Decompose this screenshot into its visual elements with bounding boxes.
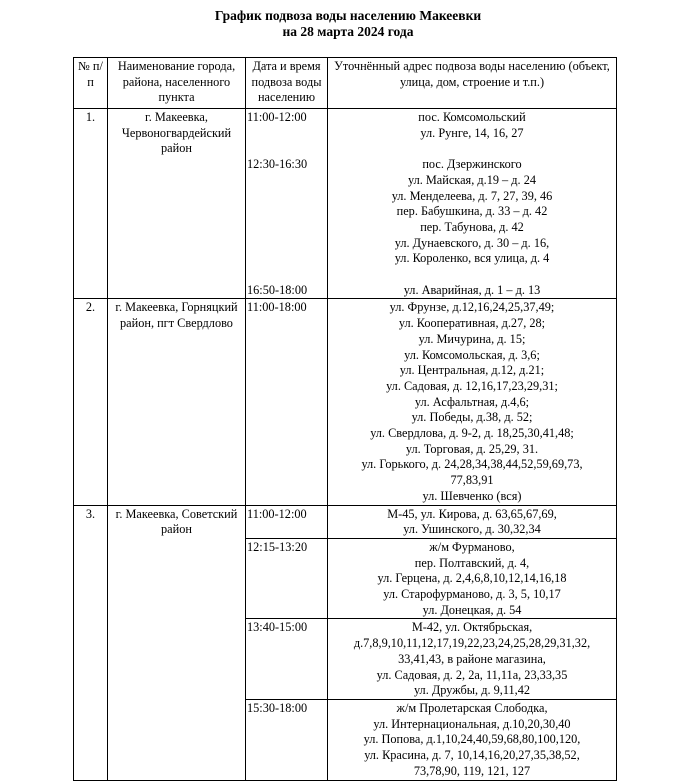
delivery-time: 15:30-18:00 — [246, 699, 328, 780]
time-slot: 16:50-18:00 — [247, 282, 308, 297]
title-line-2: на 28 марта 2024 года — [282, 24, 414, 39]
title-line-1: График подвоза воды населению Макеевки — [214, 8, 482, 23]
delivery-time: 13:40-15:00 — [246, 619, 328, 700]
delivery-time — [246, 109, 328, 299]
header-name: Наименование города, района, населенного пункта — [108, 58, 246, 109]
time-slot: 12:30-16:30 — [247, 157, 308, 172]
delivery-time: 11:00-18:00 — [246, 299, 328, 505]
document-title — [0, 8, 696, 40]
delivery-address: ж/м Фурманово, пер. Полтавский, д. 4, ул. Герцена, д. 2,4,6,8,10,12,14,16,18 ул. Старофурманово, д. 3, 5, 10,17 ул. Донецкая, д. 54 — [328, 538, 617, 619]
delivery-address — [328, 109, 617, 299]
locality-name: г. Макеевка, Червоногвардейский район — [108, 109, 246, 299]
row-number: 3. — [74, 505, 108, 780]
header-time: Дата и время подвоза воды населению — [246, 58, 328, 109]
delivery-address: ж/м Пролетарская Слободка, ул. Интернациональная, д.10,20,30,40 ул. Попова, д.1,10,24,40,59,68,80,100,120, ул. Красина, д. 7, 10,14,16,20,27,35,38,52, 73,78,90, 119, 121, 127 — [328, 699, 617, 780]
locality-name: г. Макеевка, Советский район — [108, 505, 246, 780]
schedule-table — [73, 57, 617, 781]
header-addr: Уточнённый адрес подвоза воды населению (объект, улица, дом, строение и т.п.) — [328, 58, 617, 109]
delivery-time: 11:00-12:00 — [246, 505, 328, 538]
locality-name: г. Макеевка, Горняцкий район, пгт Свердлово — [108, 299, 246, 505]
row-number: 2. — [74, 299, 108, 505]
delivery-address: М-42, ул. Октябрьская, д.7,8,9,10,11,12,17,19,22,23,24,25,28,29,31,32, 33,41,43, в районе магазина, ул. Садовая, д. 2, 2а, 11,11а, 23,33,35 ул. Дружбы, д. 9,11,42 — [328, 619, 617, 700]
table-row — [74, 505, 617, 538]
delivery-address: М-45, ул. Кирова, д. 63,65,67,69, ул. Ушинского, д. 30,32,34 — [328, 505, 617, 538]
schedule-body — [74, 109, 617, 781]
delivery-time: 12:15-13:20 — [246, 538, 328, 619]
header-row — [74, 58, 617, 109]
table-row — [74, 299, 617, 505]
header-num: № п/п — [74, 58, 108, 109]
table-row — [74, 109, 617, 299]
address-block: ул. Аварийная, д. 1 – д. 13 — [403, 282, 541, 297]
row-number: 1. — [74, 109, 108, 299]
delivery-address: ул. Фрунзе, д.12,16,24,25,37,49; ул. Кооперативная, д.27, 28; ул. Мичурина, д. 15; ул. Комсомольская, д. 3,6; ул. Центральная, д.12, д.21; ул. Садовая, д. 12,16,17,23,29,31; ул. Асфальтная, д.4,6; ул. Победы, д.38, д. 52; ул. Свердлова, д. 9-2, д. 18,25,30,41,48; ул. Торговая, д. 25,29, 31. ул. Горького, д. 24,28,34,38,44,52,59,69,73, 77,83,91 ул. Шевченко (вся) — [328, 299, 617, 505]
address-block: пос. Дзержинского ул. Майская, д.19 – д. 24 ул. Менделеева, д. 7, 27, 39, 46 пер. Бабушкина, д. 33 – д. 42 пер. Табунова, д. 42 ул. Дунаевского, д. 30 – д. 16, ул. Короленко, вся улица, д. 4 — [391, 157, 553, 266]
time-slot: 11:00-12:00 — [247, 110, 307, 124]
address-block: пос. Комсомольский ул. Рунге, 14, 16, 27 — [418, 110, 526, 140]
